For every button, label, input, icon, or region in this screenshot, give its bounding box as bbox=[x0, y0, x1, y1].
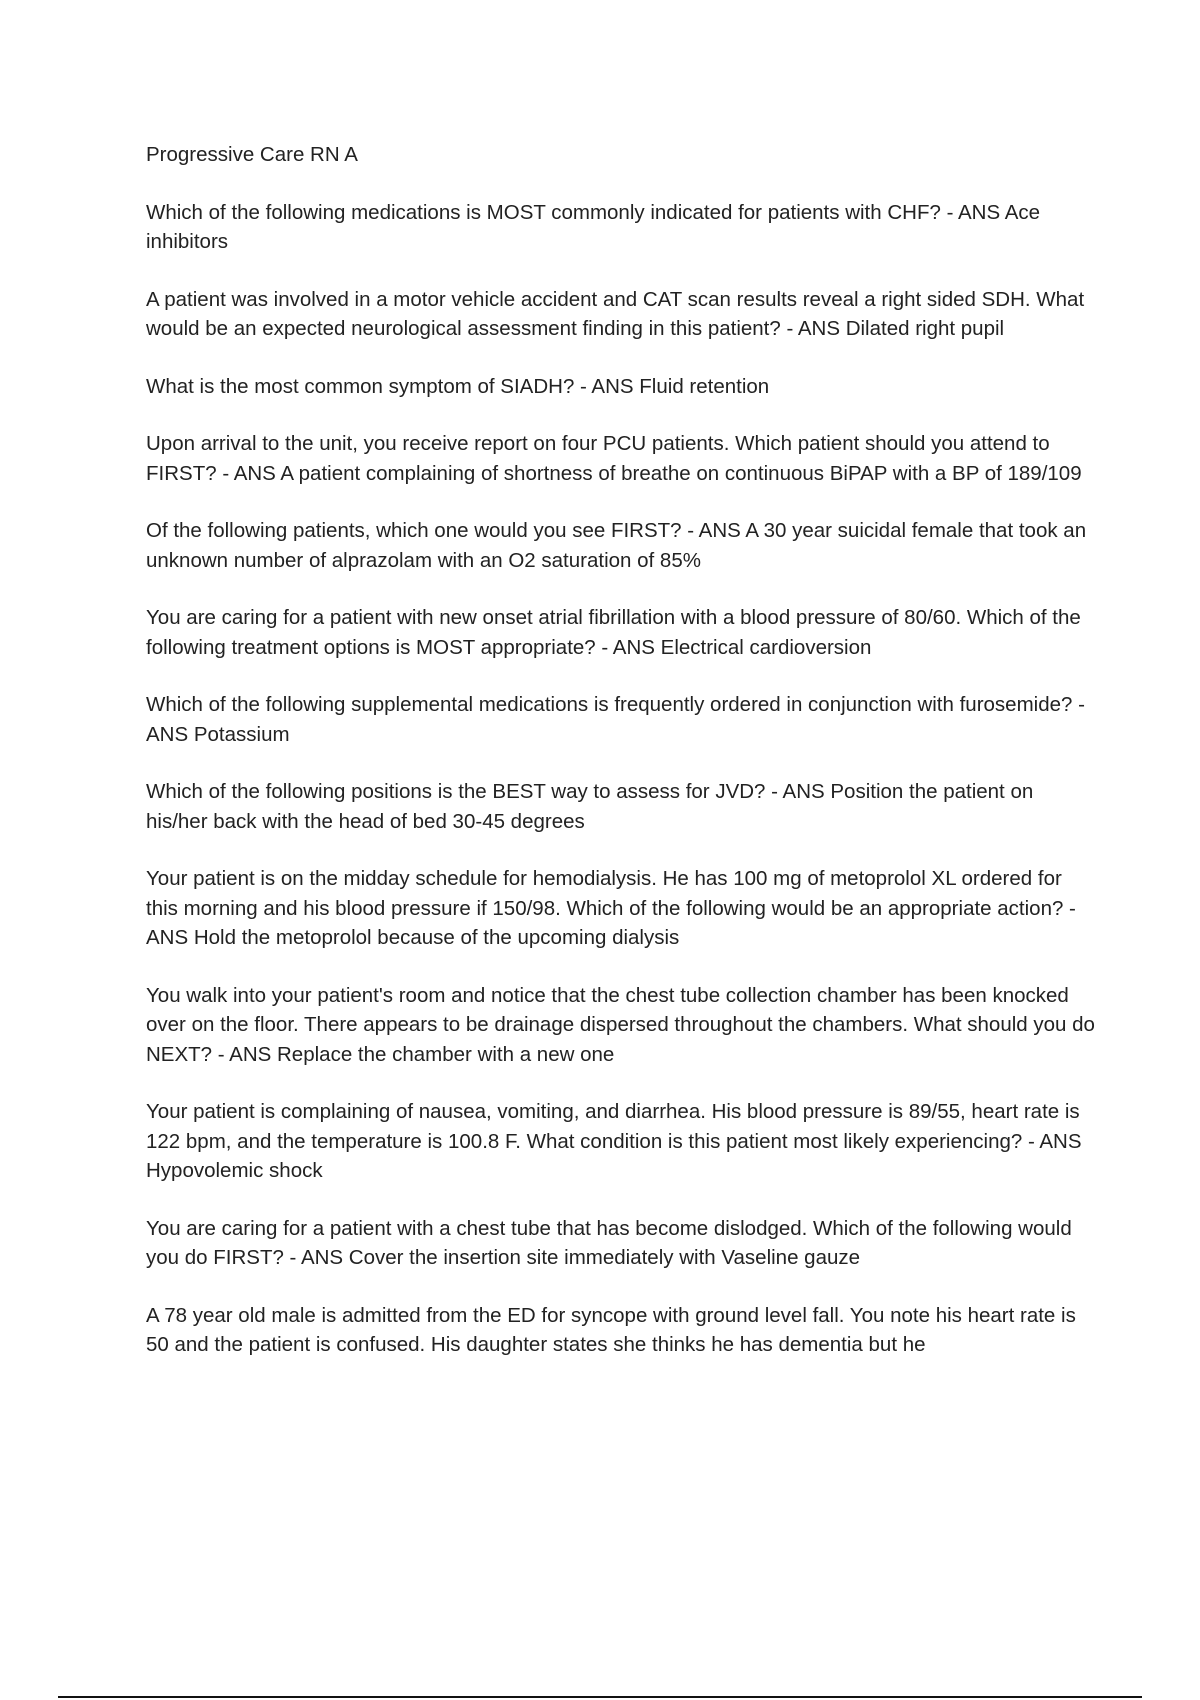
qa-item: Which of the following supplemental medications is frequently ordered in conjunction with furosemide? - ANS Potassium bbox=[146, 693, 1085, 746]
qa-item: What is the most common symptom of SIADH? - ANS Fluid retention bbox=[146, 374, 770, 398]
document-title: Progressive Care RN A bbox=[146, 143, 358, 166]
qa-item: Of the following patients, which one would you see FIRST? - ANS A 30 year suicidal female that took an unknown number of alprazolam with an O2 saturation of 85% bbox=[146, 519, 1087, 572]
qa-item: Which of the following positions is the BEST way to assess for JVD? - ANS Position the patient on his/her back with the head of bed 30-45 degrees bbox=[146, 780, 1034, 833]
qa-item: Your patient is complaining of nausea, vomiting, and diarrhea. His blood pressure is 89/55, heart rate is 122 bpm, and the temperature is 100.8 F. What condition is this patient most likely experiencing? - ANS Hypovolemic shock bbox=[146, 1100, 1082, 1182]
document-page bbox=[146, 140, 1096, 1388]
footer-divider bbox=[58, 1696, 1142, 1698]
qa-item: A 78 year old male is admitted from the ED for syncope with ground level fall. You note his heart rate is 50 and the patient is confused. His daughter states she thinks he has dementia but he bbox=[146, 1303, 1076, 1356]
qa-item: You are caring for a patient with a chest tube that has become dislodged. Which of the following would you do FIRST? - ANS Cover the insertion site immediately with Vaseline gauze bbox=[146, 1216, 1072, 1269]
qa-item: You are caring for a patient with new onset atrial fibrillation with a blood pressure of 80/60. Which of the following treatment options is MOST appropriate? - ANS Electrical cardioversion bbox=[146, 606, 1081, 659]
qa-item: You walk into your patient's room and notice that the chest tube collection chamber has been knocked over on the floor. There appears to be drainage dispersed throughout the chambers. What should you do NEXT? - ANS Replace the chamber with a new one bbox=[146, 983, 1095, 1066]
qa-item: Which of the following medications is MOST commonly indicated for patients with CHF? - ANS Ace inhibitors bbox=[146, 200, 1041, 253]
qa-item: A patient was involved in a motor vehicle accident and CAT scan results reveal a right sided SDH. What would be an expected neurological assessment finding in this patient? - ANS Dilated right pupil bbox=[146, 287, 1085, 340]
qa-item: Your patient is on the midday schedule for hemodialysis. He has 100 mg of metoprolol XL ordered for this morning and his blood pressure if 150/98. Which of the following would be an appropriate action? - ANS Hold the metoprolol because of the upcoming dialysis bbox=[146, 867, 1076, 949]
qa-item: Upon arrival to the unit, you receive report on four PCU patients. Which patient should you attend to FIRST? - ANS A patient complaining of shortness of breathe on continuous BiPAP with a BP of 189/109 bbox=[146, 432, 1082, 485]
question-list bbox=[146, 198, 1096, 1360]
